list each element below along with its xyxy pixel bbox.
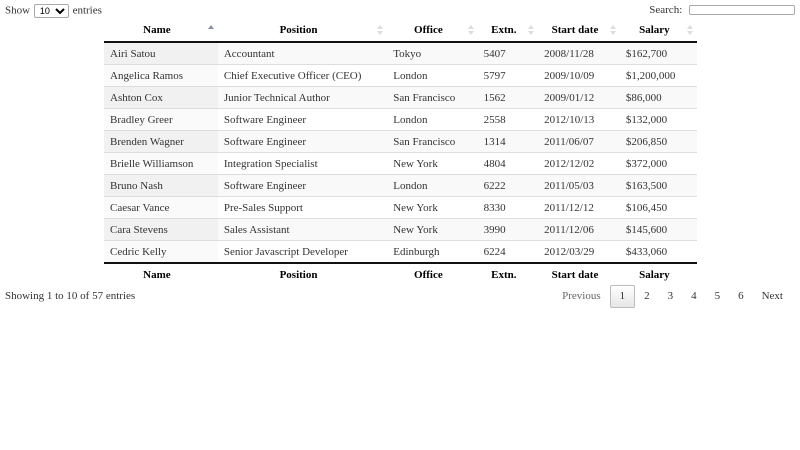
cell-salary: $132,000	[620, 109, 697, 131]
column-header-extn[interactable]	[478, 19, 539, 42]
cell-start-date: 2011/12/12	[538, 197, 620, 219]
header-row	[104, 19, 697, 42]
column-header-office[interactable]	[387, 19, 477, 42]
table-row[interactable]	[104, 219, 697, 241]
cell-extn: 6222	[478, 175, 539, 197]
column-header-start-date[interactable]	[538, 19, 620, 42]
cell-salary: $1,200,000	[620, 65, 697, 87]
cell-office: London	[387, 109, 477, 131]
cell-name: Bradley Greer	[104, 109, 218, 131]
column-label: Name	[143, 24, 171, 36]
cell-salary: $145,600	[620, 219, 697, 241]
cell-office: London	[387, 175, 477, 197]
cell-name: Angelica Ramos	[104, 65, 218, 87]
cell-extn: 2558	[478, 109, 539, 131]
cell-name: Cedric Kelly	[104, 241, 218, 264]
cell-salary: $163,500	[620, 175, 697, 197]
cell-start-date: 2011/06/07	[538, 131, 620, 153]
cell-name: Ashton Cox	[104, 87, 218, 109]
cell-position: Junior Technical Author	[218, 87, 387, 109]
cell-position: Integration Specialist	[218, 153, 387, 175]
cell-position: Sales Assistant	[218, 219, 387, 241]
sort-both-icon	[610, 25, 616, 35]
table-row[interactable]	[104, 197, 697, 219]
cell-start-date: 2012/03/29	[538, 241, 620, 264]
sort-both-icon	[687, 25, 693, 35]
column-label: Office	[414, 24, 443, 36]
cell-office: San Francisco	[387, 87, 477, 109]
footer-column-label: Name	[104, 263, 218, 286]
cell-extn: 5797	[478, 65, 539, 87]
cell-name: Brenden Wagner	[104, 131, 218, 153]
cell-position: Pre-Sales Support	[218, 197, 387, 219]
cell-extn: 1562	[478, 87, 539, 109]
pagination	[553, 285, 792, 308]
cell-start-date: 2012/12/02	[538, 153, 620, 175]
table-info: Showing 1 to 10 of 57 entries	[5, 290, 136, 302]
employees-table	[104, 19, 697, 286]
cell-position: Software Engineer	[218, 109, 387, 131]
search-filter	[649, 4, 795, 16]
column-header-position[interactable]	[218, 19, 387, 42]
cell-salary: $206,850	[620, 131, 697, 153]
next-button[interactable]: Next	[761, 290, 783, 302]
search-input[interactable]	[689, 5, 795, 15]
footer-column-label: Position	[218, 263, 387, 286]
column-header-salary[interactable]	[620, 19, 697, 42]
sort-both-icon	[468, 25, 474, 35]
cell-office: Tokyo	[393, 47, 422, 60]
footer-column-label: Start date	[538, 263, 620, 286]
column-label: Start date	[551, 24, 599, 36]
page-1-button[interactable]: 1	[610, 285, 636, 308]
column-label: Extn.	[491, 24, 517, 36]
cell-start-date: 2009/10/09	[538, 65, 620, 87]
cell-name: Bruno Nash	[104, 175, 218, 197]
cell-start-date: 2011/12/06	[538, 219, 620, 241]
cell-position: Senior Javascript Developer	[218, 241, 387, 264]
page-4-button[interactable]: 4	[691, 290, 697, 302]
cell-office: New York	[387, 197, 477, 219]
entries-label: entries	[72, 4, 102, 17]
cell-salary: $106,450	[620, 197, 697, 219]
footer-column-label: Office	[387, 263, 477, 286]
table-row[interactable]	[104, 153, 697, 175]
cell-salary: $433,060	[620, 241, 697, 264]
search-label: Search:	[649, 4, 683, 16]
cell-name: Airi Satou	[104, 42, 218, 65]
cell-office: Edinburgh	[387, 241, 477, 264]
cell-extn: 8330	[478, 197, 539, 219]
cell-start-date: 2008/11/28	[544, 47, 594, 60]
cell-extn: 3990	[478, 219, 539, 241]
cell-office: New York	[387, 219, 477, 241]
footer-column-label: Extn.	[478, 263, 539, 286]
cell-extn: 1314	[478, 131, 539, 153]
table-row[interactable]	[104, 241, 697, 264]
footer-row	[104, 263, 697, 286]
previous-button[interactable]: Previous	[562, 290, 601, 302]
table-row[interactable]	[104, 109, 697, 131]
cell-name: Cara Stevens	[104, 219, 218, 241]
cell-office: New York	[387, 153, 477, 175]
table-row[interactable]	[104, 87, 697, 109]
cell-extn: 6224	[478, 241, 539, 264]
page-5-button[interactable]: 5	[714, 290, 721, 302]
cell-office: San Francisco	[387, 131, 477, 153]
cell-office: London	[387, 65, 477, 87]
cell-name: Caesar Vance	[104, 197, 218, 219]
cell-extn: 5407	[483, 47, 506, 60]
cell-salary: $86,000	[620, 87, 697, 109]
cell-position: Software Engineer	[218, 175, 387, 197]
show-label: Show	[5, 4, 31, 17]
cell-salary: $372,000	[620, 153, 697, 175]
cell-position: Chief Executive Officer (CEO)	[218, 65, 387, 87]
table-row[interactable]	[104, 42, 697, 65]
table-row[interactable]	[104, 131, 697, 153]
cell-name: Brielle Williamson	[104, 153, 218, 175]
entries-per-page-select[interactable]	[34, 4, 69, 18]
table-row[interactable]	[104, 175, 697, 197]
column-label: Salary	[639, 24, 670, 36]
page-2-button[interactable]: 2	[644, 290, 650, 302]
cell-start-date: 2009/01/12	[538, 87, 620, 109]
cell-position: Accountant	[223, 47, 275, 60]
column-header-name[interactable]	[104, 19, 218, 42]
sort-both-icon	[528, 25, 534, 35]
page-3-button[interactable]: 3	[667, 290, 674, 302]
cell-start-date: 2011/05/03	[538, 175, 620, 197]
page-6-button[interactable]: 6	[738, 290, 744, 302]
column-label: Position	[279, 24, 318, 36]
cell-start-date: 2012/10/13	[538, 109, 620, 131]
sort-both-icon	[377, 25, 383, 35]
cell-extn: 4804	[478, 153, 539, 175]
table-row[interactable]	[104, 65, 697, 87]
cell-salary: $162,700	[625, 47, 668, 60]
entries-length-control	[5, 4, 102, 18]
sort-ascending-icon	[208, 25, 214, 35]
cell-position: Software Engineer	[218, 131, 387, 153]
footer-column-label: Salary	[620, 263, 697, 286]
